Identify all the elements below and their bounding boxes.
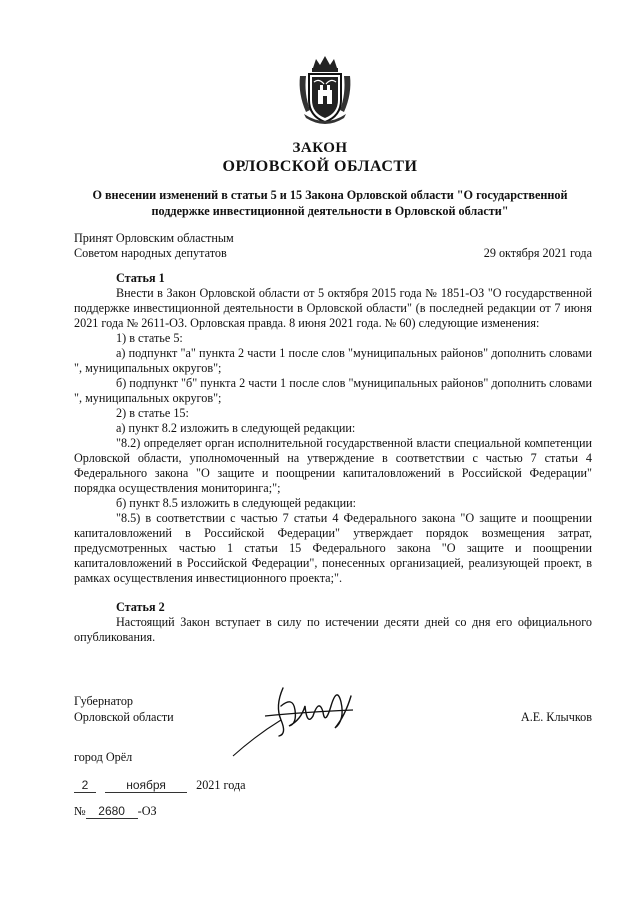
doc-type-title: ЗАКОН (292, 140, 348, 156)
law-subtitle-line-2: поддержке инвестиционной деятельности в Орловской области" (151, 204, 509, 218)
signing-year: 2021 года (196, 778, 246, 792)
signing-date (74, 778, 246, 793)
article-1-item: б) подпункт "б" пункта 2 части 1 после слов "муниципальных районов" дополнить словами ", муниципальных округов"; (74, 376, 592, 405)
number-suffix: -ОЗ (137, 804, 157, 818)
signatory-title-1: Губернатор (74, 694, 134, 708)
article-1-item: а) подпункт "а" пункта 2 части 1 после слов "муниципальных районов" дополнить словами ", муниципальных округов"; (74, 346, 592, 375)
article-1-heading: Статья 1 (116, 271, 165, 285)
article-2-heading: Статья 2 (116, 600, 165, 614)
article-1-item: 2) в статье 15: (116, 406, 189, 420)
article-1-item: б) пункт 8.5 изложить в следующей редакции: (116, 496, 357, 510)
signatory-name: А.Е. Клычков (520, 710, 592, 724)
adopted-line-1: Принят Орловским областным (74, 231, 234, 245)
article-1-item: "8.2) определяет орган исполнительной государственной власти специальной компетенции Орловской области, уполномоченный на утверждение в соответствии с частью 7 статьи 4 Федерального закона "О защите и поощрении капиталовложений в Российской Федерации" порядка осуществления мониторинга;"; (74, 436, 592, 495)
article-1-item: "8.5) в соответствии с частью 7 статьи 4 Федерального закона "О защите и поощрении капиталовложений в Российской Федерации" утверждает порядок возмещения затрат, предусмотренных частью 1 статьи 15 Федерального закона "О защите и поощрении капиталовложений в Российской Федерации", понесенных организацией, реализующей проект, в рамках осуществления инвестиционного проекта;". (74, 511, 592, 585)
adoption-date: 29 октября 2021 года (483, 246, 592, 260)
article-2-paragraph: Настоящий Закон вступает в силу по истечении десяти дней со дня его официального опубликования. (74, 615, 592, 644)
coat-of-arms-icon (296, 54, 354, 126)
law-number (74, 804, 157, 819)
law-subtitle-line-1: О внесении изменений в статьи 5 и 15 Закона Орловской области "О государственной (92, 188, 568, 202)
region-title: ОРЛОВСКОЙ ОБЛАСТИ (222, 158, 418, 175)
adopted-line-2: Советом народных депутатов (74, 246, 227, 260)
article-1-item: а) пункт 8.2 изложить в следующей редакции: (116, 421, 356, 435)
signatory-title-2: Орловской области (74, 710, 174, 724)
handwritten-signature-icon (225, 676, 365, 766)
signing-month: ноября (105, 778, 187, 793)
city-label: город Орёл (74, 750, 133, 764)
number-value: 2680 (86, 804, 138, 819)
article-1-item: 1) в статье 5: (116, 331, 183, 345)
signing-day: 2 (74, 778, 96, 793)
number-prefix: № (74, 804, 86, 818)
article-1-paragraph: Внести в Закон Орловской области от 5 октября 2015 года № 1851-ОЗ "О государственной поддержке инвестиционной деятельности в Орловской области" (в последней редакции от 7 июня 2021 года № 2611-ОЗ. Орловская правда. 8 июня 2021 года. № 60) следующие изменения: (74, 286, 592, 330)
law-body (74, 271, 592, 645)
